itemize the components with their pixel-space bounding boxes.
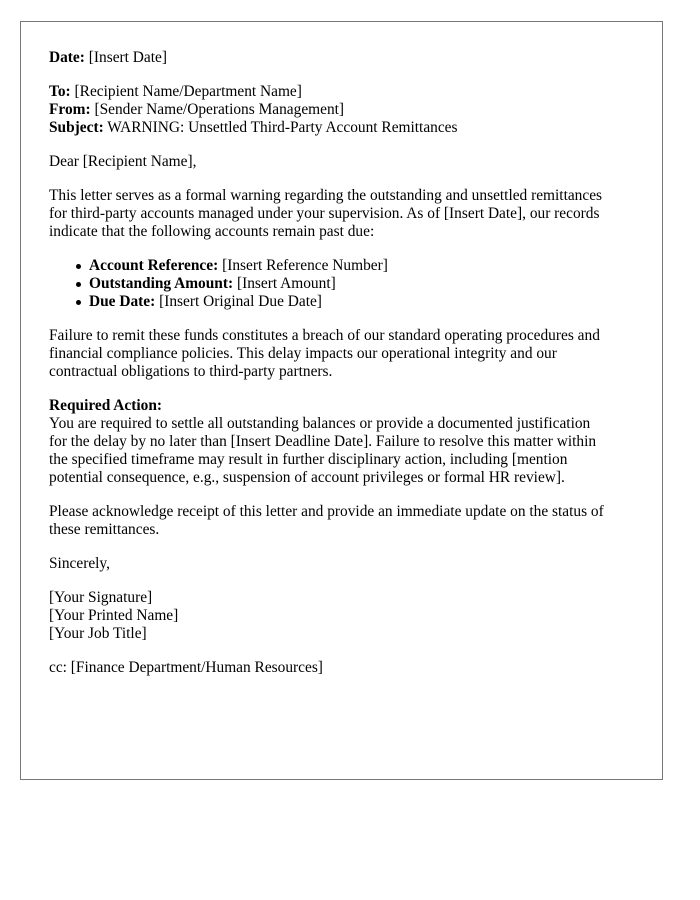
subject-value: WARNING: Unsettled Third-Party Account Remittances	[107, 119, 458, 136]
required-action-section	[49, 397, 662, 487]
required-action-line: potential consequence, e.g., suspension of account privileges or formal HR review].	[49, 469, 565, 486]
date-label: Date:	[49, 49, 85, 66]
intro-paragraph	[49, 187, 662, 241]
breach-line: contractual obligations to third-party partners.	[49, 363, 333, 380]
closing-request-paragraph	[49, 503, 662, 539]
intro-line: indicate that the following accounts remain past due:	[49, 223, 375, 240]
from-label: From:	[49, 101, 91, 118]
to-value: [Recipient Name/Department Name]	[74, 83, 302, 100]
signature-block	[49, 589, 662, 643]
subject-label: Subject:	[49, 119, 104, 136]
sign-off-text: Sincerely,	[49, 555, 110, 572]
job-title-placeholder: [Your Job Title]	[49, 625, 147, 642]
account-reference-label: Account Reference:	[89, 257, 219, 274]
to-label: To:	[49, 83, 71, 100]
required-action-line: You are required to settle all outstanding balances or provide a documented justification	[49, 415, 591, 432]
closing-request-line: these remittances.	[49, 521, 160, 538]
outstanding-amount-value: [Insert Amount]	[236, 275, 336, 292]
salutation-text: Dear [Recipient Name],	[49, 153, 197, 170]
closing-request-line: Please acknowledge receipt of this letter and provide an immediate update on the status of	[49, 503, 604, 520]
date-value: [Insert Date]	[88, 49, 167, 66]
required-action-line: the specified timeframe may result in further disciplinary action, including [mention	[49, 451, 568, 468]
breach-paragraph	[49, 327, 662, 381]
address-block	[49, 83, 662, 137]
list-item	[89, 257, 662, 275]
breach-line: Failure to remit these funds constitutes a breach of our standard operating procedures and	[49, 327, 600, 344]
cc-text: cc: [Finance Department/Human Resources]	[49, 659, 323, 676]
due-date-value: [Insert Original Due Date]	[159, 293, 322, 310]
required-action-line: for the delay by no later than [Insert Deadline Date]. Failure to resolve this matter within	[49, 433, 597, 450]
cc-line	[49, 659, 662, 677]
outstanding-amount-label: Outstanding Amount:	[89, 275, 234, 292]
sign-off	[49, 555, 662, 573]
intro-line: for third-party accounts managed under your supervision. As of [Insert Date], our records	[49, 205, 600, 222]
required-action-heading: Required Action:	[49, 397, 163, 414]
date-block	[49, 49, 662, 67]
printed-name-placeholder: [Your Printed Name]	[49, 607, 179, 624]
from-value: [Sender Name/Operations Management]	[94, 101, 345, 118]
list-item	[89, 275, 662, 293]
accounts-list	[49, 257, 662, 311]
intro-line: This letter serves as a formal warning regarding the outstanding and unsettled remittances	[49, 187, 603, 204]
due-date-label: Due Date:	[89, 293, 156, 310]
salutation	[49, 153, 662, 171]
account-reference-value: [Insert Reference Number]	[222, 257, 388, 274]
signature-placeholder: [Your Signature]	[49, 589, 153, 606]
list-item	[89, 293, 662, 311]
breach-line: financial compliance policies. This delay impacts our operational integrity and our	[49, 345, 557, 362]
letter-page	[20, 21, 663, 780]
